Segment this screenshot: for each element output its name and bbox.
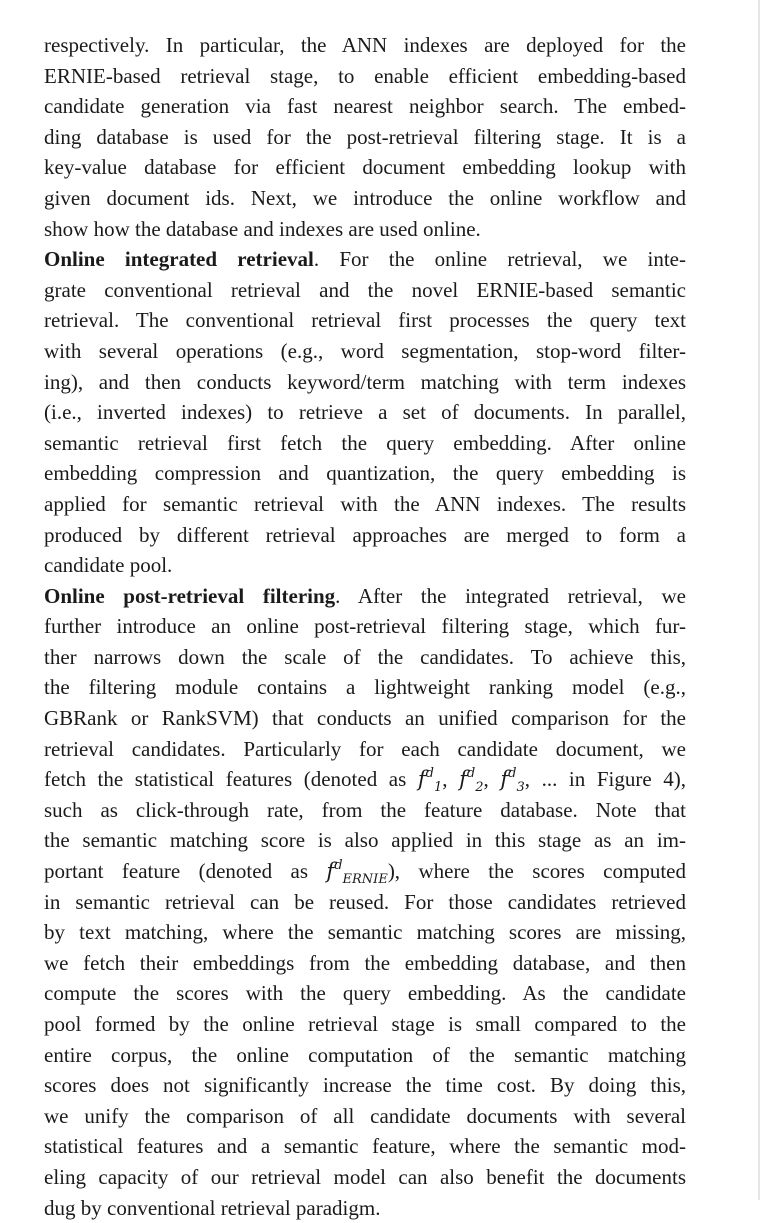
text-line: show how the database and indexes are used online. — [44, 216, 481, 241]
online-post-retrieval-filtering-heading: Online post-retrieval filtering — [44, 583, 336, 608]
online-integrated-retrieval-heading: Online integrated retrieval — [44, 247, 314, 272]
text-line: GBRank or RankSVM) that conducts an unified comparison for the — [44, 706, 686, 731]
text-line: retrieval candidates. Particularly for each candidate document, we — [44, 736, 686, 761]
text-line: further introduce an online post-retrieval filtering stage, which fur- — [44, 614, 686, 639]
text-line: grate conventional retrieval and the novel ERNIE-based semantic — [44, 277, 686, 302]
text-line: entire corpus, the online computation of the semantic matching — [44, 1042, 686, 1067]
feature-f3-math: $f^d_3$ — [500, 766, 525, 796]
formula-line-features: fetch the statistical features (denoted as $f^d_1$, $f^d_2$, $f^d_3$, ... in Figure 4), — [44, 766, 687, 796]
text-line: ding database is used for the post-retrieval filtering stage. It is a — [44, 124, 686, 149]
feature-f-ernie-math: $f^d_{ERNIE}$ — [326, 858, 388, 888]
text-line: semantic retrieval first fetch the query embedding. After online — [44, 430, 686, 455]
paragraph-heading-line — [44, 581, 686, 612]
text-line: the filtering module contains a lightweight ranking model (e.g., — [44, 675, 686, 700]
text-line: embedding compression and quantization, the query embedding is — [44, 461, 686, 486]
text-line: applied for semantic retrieval with the ANN indexes. The results — [44, 491, 686, 516]
feature-f1-math: $f^d_1$ — [417, 766, 443, 796]
text-line: candidate generation via fast nearest neighbor search. The embed- — [44, 94, 686, 119]
text-line: we fetch their embeddings from the embedding database, and then — [44, 950, 686, 975]
text-fragment: portant feature (denoted as — [44, 859, 327, 884]
text-line: (i.e., inverted indexes) to retrieve a set of documents. In parallel, — [44, 400, 686, 425]
paper-page — [44, 30, 686, 1223]
text-line: respectively. In particular, the ANN indexes are deployed for the — [44, 33, 686, 57]
text-line: ing), and then conducts keyword/term matching with term indexes — [44, 369, 686, 394]
text-fragment: . After the integrated retrieval, we — [335, 583, 686, 608]
text-line: in semantic retrieval can be reused. For those candidates retrieved — [44, 889, 686, 914]
text-line: we unify the comparison of all candidate documents with several — [44, 1103, 686, 1128]
text-line: produced by different retrieval approaches are merged to form a — [44, 522, 686, 547]
text-line: key-value database for efficient document embedding lookup with — [44, 155, 686, 180]
text-line: candidate pool. — [44, 553, 173, 578]
text-fragment: ), where the scores computed — [387, 859, 686, 884]
feature-f2-math: $f^d_2$ — [459, 766, 484, 796]
text-line: pool formed by the online retrieval stage is small compared to the — [44, 1012, 686, 1036]
paragraph-heading-line — [44, 244, 686, 275]
text-line: the semantic matching score is also applied in this stage as an im- — [44, 828, 686, 853]
text-line: retrieval. The conventional retrieval first processes the query text — [44, 308, 686, 333]
text-line: given document ids. Next, we introduce the online workflow and — [44, 185, 686, 210]
text-line: eling capacity of our retrieval model can also benefit the documents — [44, 1164, 686, 1189]
text-line: such as click-through rate, from the feature database. Note that — [44, 797, 686, 822]
text-line: dug by conventional retrieval paradigm. — [44, 1195, 381, 1220]
text-line: with several operations (e.g., word segmentation, stop-word filter- — [44, 338, 686, 363]
text-fragment: . For the online retrieval, we inte- — [313, 247, 686, 272]
text-line: scores does not significantly increase the time cost. By doing this, — [44, 1073, 686, 1098]
text-line: statistical features and a semantic feature, where the semantic mod- — [44, 1134, 686, 1159]
text-line: ERNIE-based retrieval stage, to enable efficient embedding-based — [44, 63, 686, 88]
text-line: by text matching, where the semantic matching scores are missing, — [44, 920, 686, 945]
text-line: ther narrows down the scale of the candidates. To achieve this, — [44, 644, 686, 669]
text-fragment: , ... in Figure 4), — [524, 767, 687, 792]
text-line: compute the scores with the query embedding. As the candidate — [44, 981, 686, 1006]
text-fragment: fetch the statistical features (denoted as — [44, 767, 418, 792]
formula-line-ernie — [44, 856, 686, 887]
